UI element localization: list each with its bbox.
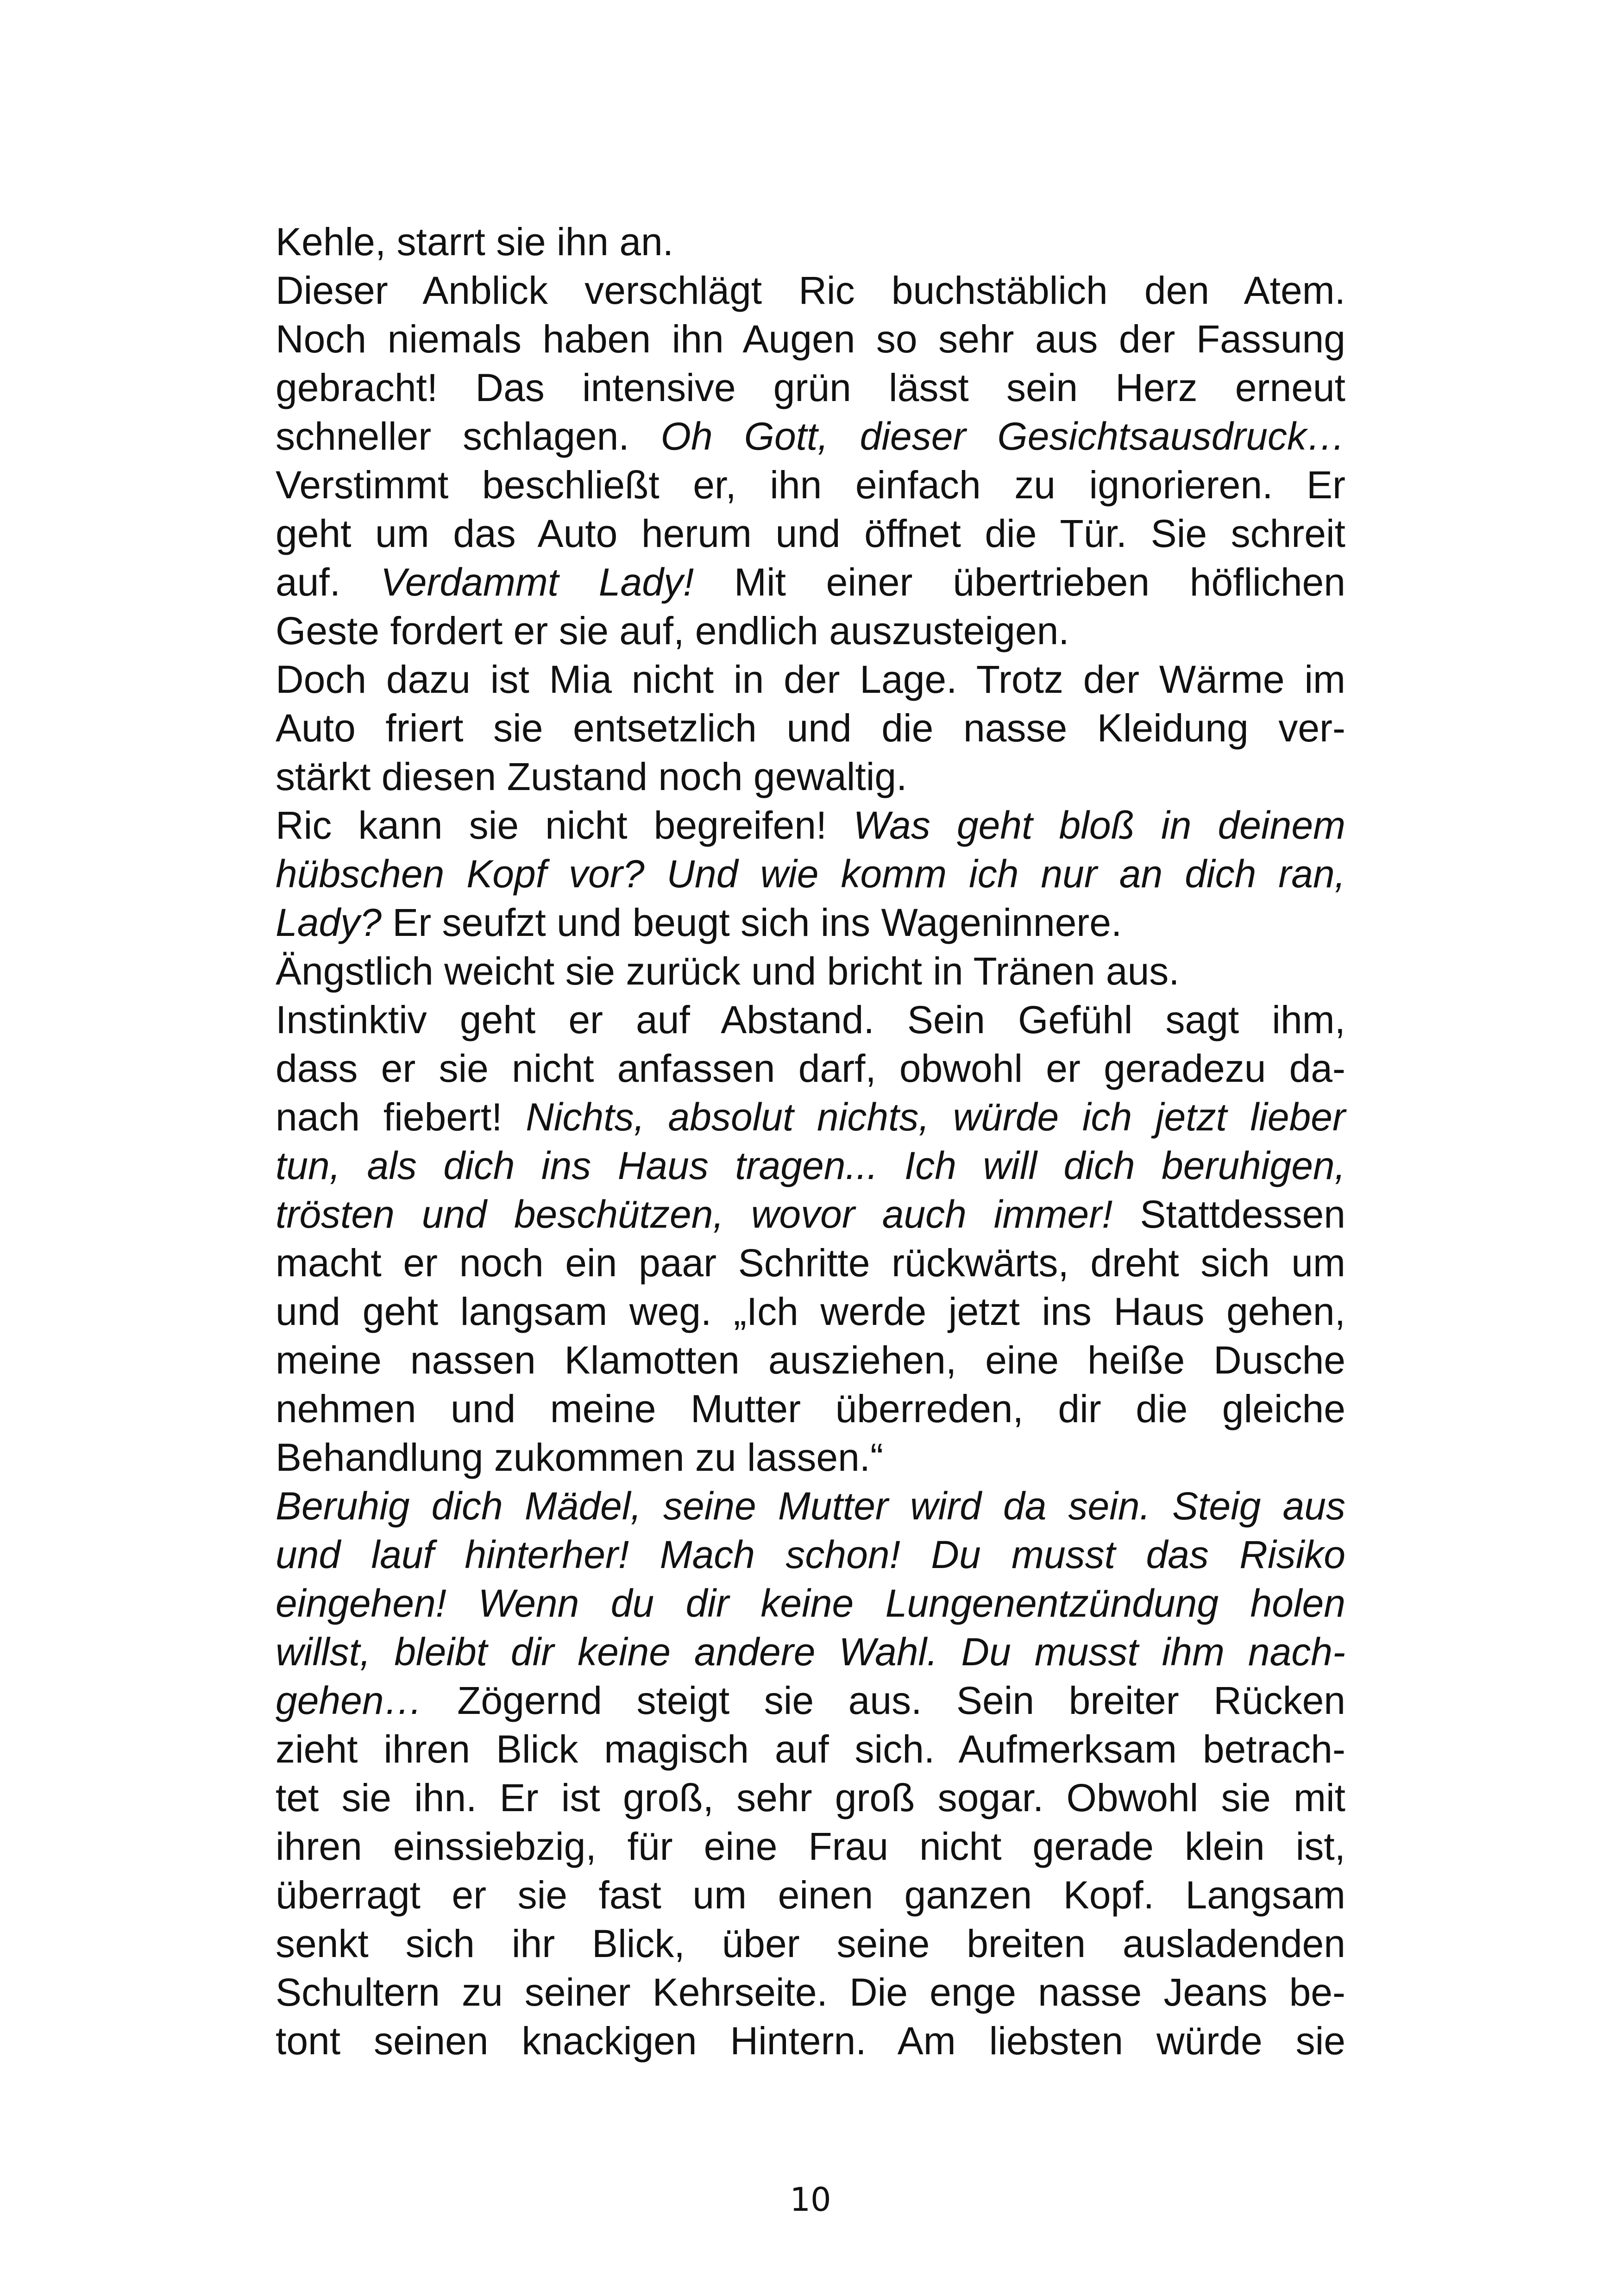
text-segment: Dieser Anblick verschlägt Ric buchstäblich den Atem. — [276, 269, 1345, 312]
text-line — [276, 1920, 1345, 1968]
text-line — [276, 1968, 1345, 2017]
text-line — [276, 1190, 1345, 1239]
text-segment: tet sie ihn. Er ist groß, sehr groß sogar. Obwohl sie mit — [276, 1776, 1345, 1819]
text-line — [276, 364, 1345, 412]
text-segment: Ängstlich weicht sie zurück und bricht in Tränen aus. — [276, 949, 1180, 993]
text-segment: Kehle, starrt sie ihn an. — [276, 220, 674, 263]
text-line — [276, 1774, 1345, 1822]
text-segment: geht um das Auto herum und öffnet die Tür. Sie schreit — [276, 512, 1345, 555]
italic-text-segment: und lauf hinterher! Mach schon! Du musst das Risiko — [276, 1533, 1345, 1576]
text-segment: Verstimmt beschließt er, ihn einfach zu ignorieren. Er — [276, 463, 1345, 507]
italic-text-segment: Lady? — [276, 901, 382, 944]
text-line — [276, 1579, 1345, 1628]
text-line — [276, 1385, 1345, 1433]
text-segment: nach fiebert! — [276, 1095, 526, 1139]
text-line — [276, 266, 1345, 315]
text-segment: überragt er sie fast um einen ganzen Kopf. Langsam — [276, 1873, 1345, 1917]
text-segment: nehmen und meine Mutter überreden, dir die gleiche — [276, 1387, 1345, 1430]
text-segment: Geste fordert er sie auf, endlich auszusteigen. — [276, 609, 1069, 652]
text-line — [276, 1239, 1345, 1287]
text-line — [276, 1531, 1345, 1579]
italic-text-segment: Nichts, absolut nichts, würde ich jetzt lieber — [526, 1095, 1345, 1139]
text-line — [276, 1676, 1345, 1725]
body-text — [276, 218, 1345, 2065]
page-number: 10 — [790, 2181, 831, 2219]
text-segment: zieht ihren Blick magisch auf sich. Aufmerksam betrach- — [276, 1727, 1345, 1771]
text-line — [276, 509, 1345, 558]
text-segment: stärkt diesen Zustand noch gewaltig. — [276, 755, 907, 798]
text-segment: Mit einer übertrieben höflichen — [694, 560, 1345, 604]
text-segment: Stattdessen — [1112, 1192, 1345, 1236]
text-segment: Noch niemals haben ihn Augen so sehr aus der Fassung — [276, 317, 1345, 361]
text-segment: Doch dazu ist Mia nicht in der Lage. Trotz der Wärme im — [276, 658, 1345, 701]
italic-text-segment: Verdammt Lady! — [380, 560, 694, 604]
text-line — [276, 1725, 1345, 1774]
text-segment: Er seufzt und beugt sich ins Wageninnere. — [381, 901, 1122, 944]
text-segment: auf. — [276, 560, 381, 604]
text-line — [276, 558, 1345, 607]
text-line — [276, 850, 1345, 898]
italic-text-segment: eingehen! Wenn du dir keine Lungenentzündung holen — [276, 1581, 1345, 1625]
italic-text-segment: gehen… — [276, 1679, 423, 1722]
text-line — [276, 1871, 1345, 1920]
text-segment: dass er sie nicht anfassen darf, obwohl er geradezu da- — [276, 1047, 1345, 1090]
text-segment: Auto friert sie entsetzlich und die nasse Kleidung ver- — [276, 706, 1345, 750]
text-segment: ihren einssiebzig, für eine Frau nicht gerade klein ist, — [276, 1825, 1345, 1868]
text-line — [276, 607, 1345, 655]
italic-text-segment: Was geht bloß in deinem — [853, 803, 1346, 847]
text-line — [276, 801, 1345, 850]
italic-text-segment: tun, als dich ins Haus tragen... Ich will dich beruhigen, — [276, 1144, 1345, 1187]
text-segment: Ric kann sie nicht begreifen! — [276, 803, 854, 847]
text-line — [276, 947, 1345, 996]
italic-text-segment: hübschen Kopf vor? Und wie komm ich nur an dich ran, — [276, 852, 1345, 896]
text-segment: Zögernd steigt sie aus. Sein breiter Rücken — [422, 1679, 1345, 1722]
italic-text-segment: Beruhig dich Mädel, seine Mutter wird da sein. Steig aus — [276, 1484, 1345, 1528]
text-segment: macht er noch ein paar Schritte rückwärts, dreht sich um — [276, 1241, 1345, 1285]
text-line — [276, 2017, 1345, 2065]
text-line — [276, 996, 1345, 1044]
text-line — [276, 1628, 1345, 1676]
text-line — [276, 1336, 1345, 1385]
text-line — [276, 1287, 1345, 1336]
text-segment: und geht langsam weg. „Ich werde jetzt ins Haus gehen, — [276, 1290, 1345, 1333]
text-line — [276, 655, 1345, 704]
text-segment: schneller schlagen. — [276, 414, 661, 458]
text-line — [276, 1044, 1345, 1093]
italic-text-segment: willst, bleibt dir keine andere Wahl. Du musst ihm nach- — [276, 1630, 1345, 1674]
text-line — [276, 218, 1345, 266]
text-segment: gebracht! Das intensive grün lässt sein Herz erneut — [276, 366, 1345, 409]
text-line — [276, 1822, 1345, 1871]
text-line — [276, 412, 1345, 461]
text-line — [276, 1433, 1345, 1482]
text-segment: tont seinen knackigen Hintern. Am liebsten würde sie — [276, 2019, 1345, 2063]
text-line — [276, 1093, 1345, 1142]
italic-text-segment: trösten und beschützen, wovor auch immer! — [276, 1192, 1113, 1236]
text-line — [276, 704, 1345, 753]
text-segment: Instinktiv geht er auf Abstand. Sein Gefühl sagt ihm, — [276, 998, 1345, 1041]
text-line — [276, 898, 1345, 947]
text-line — [276, 1482, 1345, 1531]
text-segment: Behandlung zukommen zu lassen.“ — [276, 1436, 884, 1479]
text-line — [276, 1142, 1345, 1190]
text-line — [276, 315, 1345, 364]
text-segment: Schultern zu seiner Kehrseite. Die enge nasse Jeans be- — [276, 1970, 1345, 2014]
text-segment: senkt sich ihr Blick, über seine breiten ausladenden — [276, 1922, 1345, 1965]
text-line — [276, 461, 1345, 509]
text-segment: meine nassen Klamotten ausziehen, eine heiße Dusche — [276, 1338, 1345, 1382]
italic-text-segment: Oh Gott, dieser Gesichtsausdruck… — [660, 414, 1345, 458]
text-line — [276, 753, 1345, 801]
